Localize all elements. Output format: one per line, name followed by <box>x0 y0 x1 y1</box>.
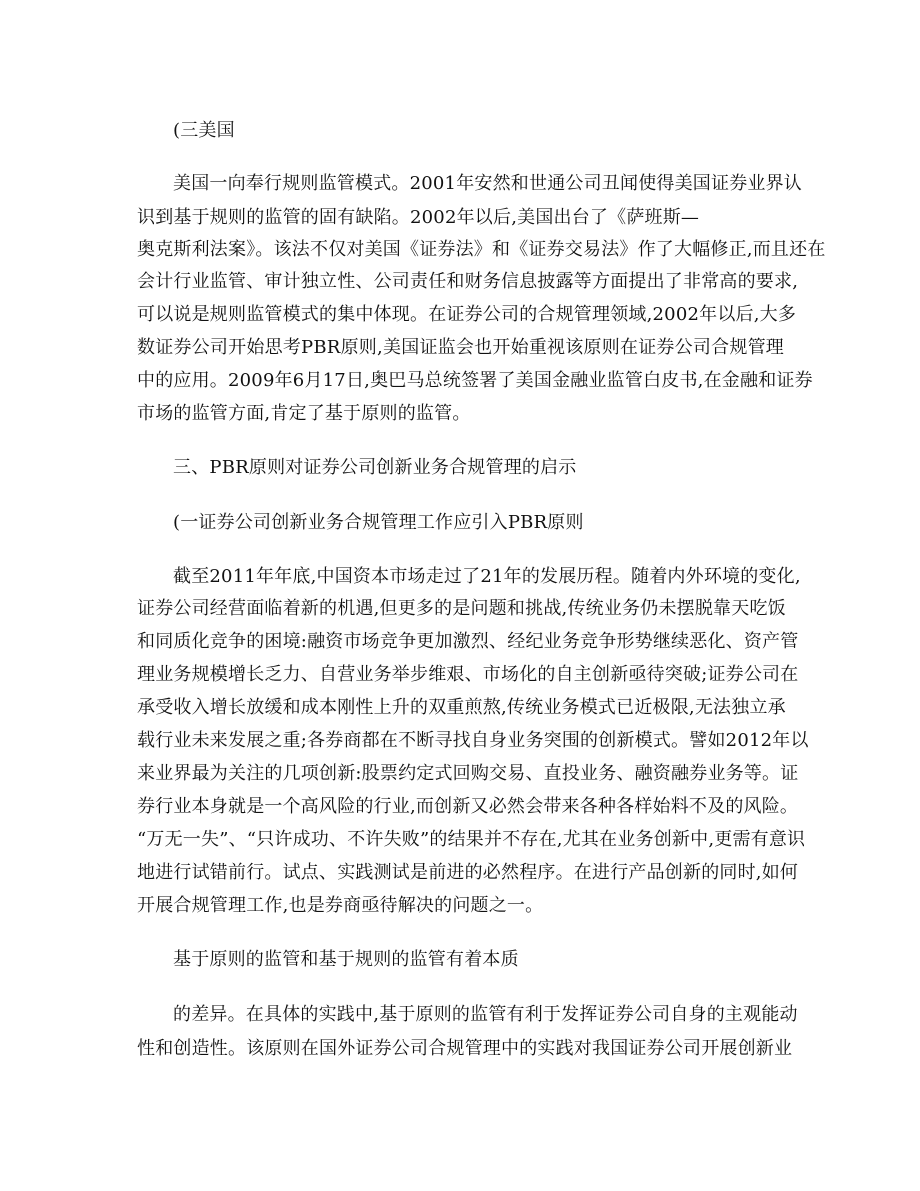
paragraph-line: 识到基于规则的监管的固有缺陷。2002年以后,美国出台了《萨班斯— <box>137 207 700 228</box>
paragraph-line: 载行业未来发展之重;各券商都在不断寻找自身业务突围的创新模式。譬如2012年以 <box>137 730 809 751</box>
paragraph-line: 券行业本身就是一个高风险的行业,而创新又必然会带来各种各样始料不及的风险。 <box>137 796 799 817</box>
paragraph-line: 的差异。在具体的实践中,基于原则的监管有利于发挥证券公司自身的主观能动 <box>173 1004 798 1025</box>
paragraph-line: 开展合规管理工作,也是券商亟待解决的问题之一。 <box>137 895 544 916</box>
paragraph-line: 基于原则的监管和基于规则的监管有着本质 <box>173 949 519 970</box>
paragraph-line: 奥克斯利法案》。该法不仅对美国《证券法》和《证券交易法》作了大幅修正,而且还在 <box>137 239 826 260</box>
paragraph-line: 性和创造性。该原则在国外证券公司合规管理中的实践对我国证券公司开展创新业 <box>137 1038 793 1059</box>
paragraph-line: 地进行试错前行。试点、实践测试是前进的必然程序。在进行产品创新的同时,如何 <box>137 862 799 883</box>
paragraph-line: 美国一向奉行规则监管模式。2001年安然和世通公司丑闻使得美国证券业界认 <box>173 173 803 194</box>
paragraph-line: 会计行业监管、审计独立性、公司责任和财务信息披露等方面提出了非常高的要求, <box>137 271 799 292</box>
paragraph-line: 可以说是规则监管模式的集中体现。在证券公司的合规管理领域,2002年以后,大多 <box>137 304 797 325</box>
section-heading-us: (三美国 <box>173 120 235 141</box>
paragraph-line: 承受收入增长放缓和成本刚性上升的双重煎熬,传统业务模式已近极限,无法独立承 <box>137 697 786 718</box>
paragraph-line: 和同质化竞争的困境:融资市场竞争更加激烈、经纪业务竞争形势继续恶化、资产管 <box>137 631 799 652</box>
paragraph-line: 中的应用。2009年6月17日,奥巴马总统签署了美国金融业监管白皮书,在金融和证券 <box>137 370 813 391</box>
paragraph-line: 理业务规模增长乏力、自营业务举步维艰、市场化的自主创新亟待突破;证券公司在 <box>137 664 799 685</box>
section-heading-3: 三、PBR原则对证券公司创新业务合规管理的启示 <box>173 457 577 478</box>
subheading-1: (一证券公司创新业务合规管理工作应引入PBR原则 <box>173 512 584 533</box>
paragraph-line: 截至2011年年底,中国资本市场走过了21年的发展历程。随着内外环境的变化, <box>173 566 801 587</box>
paragraph-line: 证券公司经营面临着新的机遇,但更多的是问题和挑战,传统业务仍未摆脱靠天吃饭 <box>137 598 786 619</box>
paragraph-line: “万无一失”、“只许成功、不许失败”的结果并不存在,尤其在业务创新中,更需有意识 <box>137 829 806 850</box>
paragraph-line: 来业界最为关注的几项创新:股票约定式回购交易、直投业务、融资融券业务等。证 <box>137 763 799 784</box>
paragraph-line: 市场的监管方面,肯定了基于原则的监管。 <box>137 403 471 424</box>
paragraph-line: 数证券公司开始思考PBR原则,美国证监会也开始重视该原则在证券公司合规管理 <box>137 337 784 358</box>
